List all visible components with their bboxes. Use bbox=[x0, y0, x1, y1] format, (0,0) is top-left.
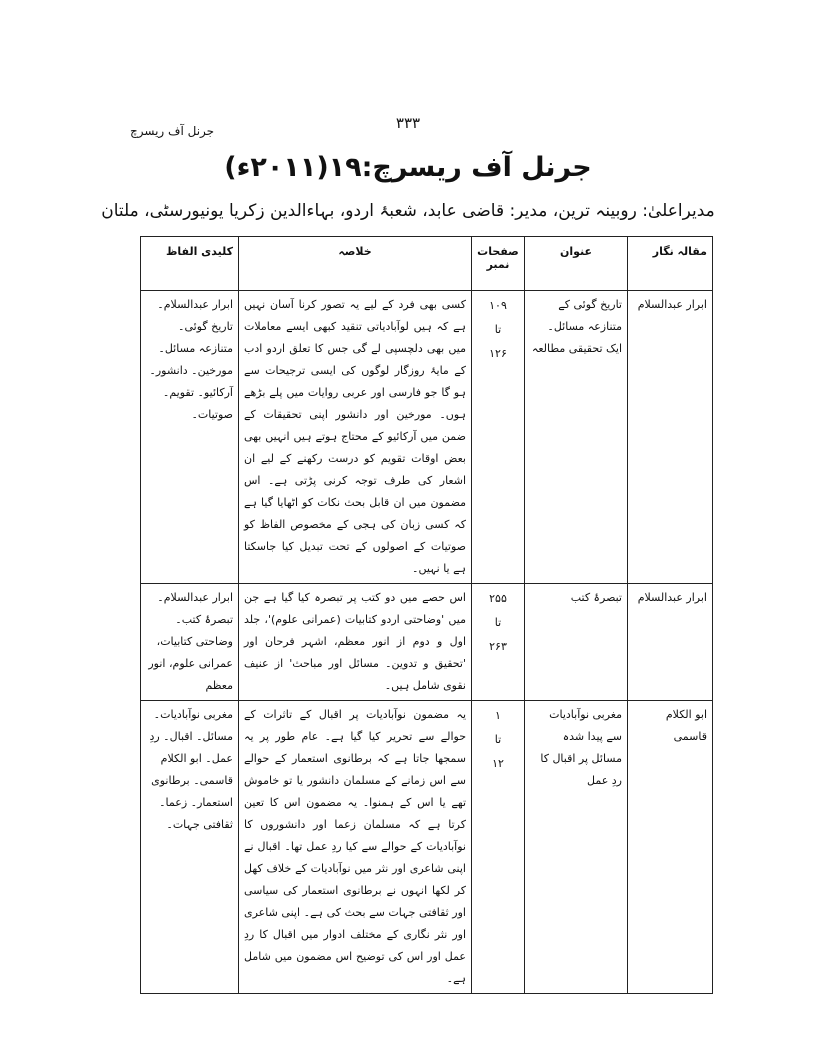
running-head: جرنل آف ریسرچ bbox=[130, 124, 215, 138]
abstract-cell: اس حصے میں دو کتب پر تبصرہ کیا گیا ہے جن میں 'وضاحتی اردو کتابیات (عمرانی علوم)'، جلد اول و دوم از انور معظم، اشہر فرحان اور 'تحقیق و تدوین۔ مسائل اور مباحث' از عنیف نقوی شامل ہیں۔ bbox=[239, 584, 472, 701]
header-abstract: خلاصہ bbox=[239, 237, 472, 291]
page-number: ۳۳۳ bbox=[395, 114, 421, 132]
table-header-row bbox=[141, 237, 713, 291]
header-author: مقالہ نگار bbox=[628, 237, 713, 291]
title-cell: تبصرۂ کتب bbox=[525, 584, 628, 701]
pages-cell bbox=[472, 584, 525, 701]
keywords-cell: مغربی نوآبادیات۔ مسائل۔ اقبال۔ ردِ عمل۔ ابو الکلام قاسمی۔ برطانوی استعمار۔ زعما۔ ثقافتی جہات۔ bbox=[141, 701, 239, 994]
page-end: ۱۲۶ bbox=[489, 347, 507, 360]
keywords-cell: ابرار عبدالسلام۔ تبصرۂ کتب۔ وضاحتی کتابیات، عمرانی علوم، انور معظم bbox=[141, 584, 239, 701]
editors-line: مدیراعلیٰ: روبینہ ترین، مدیر: قاضی عابد، شعبۂ اردو، بہاءالدین زکریا یونیورسٹی، ملتان bbox=[101, 201, 715, 221]
header-keywords: کلیدی الفاظ bbox=[141, 237, 239, 291]
author-cell: ابرار عبدالسلام bbox=[628, 584, 713, 701]
page-end: ۱۲ bbox=[492, 757, 504, 770]
page-to: تا bbox=[494, 616, 502, 629]
abstract-cell: کسی بھی فرد کے لیے یہ تصور کرنا آسان نہیں ہے کہ ہیں لوآبادیاتی تنقید کبھی ایسے معاملات میں بھی دلچسپی لے گی جس کا تعلق اردو ادب کے مایۂ روزگار لوگوں کی ایسی ترجیحات سے ہو گا جو فارسی اور عربی روایات میں پلے بڑھے ہوں۔ مورخین اور دانشور اپنی تحقیقات کے ضمن میں آرکائیو کے محتاج ہوتے ہیں انہیں بھی بعض اوقات تقویم کو درست رکھنے کے لیے ان اشعار کی طرف توجہ کرنی پڑتی ہے۔ اس مضمون میں ان قابل بحث نکات کو اٹھایا گیا ہے کہ کسی زبان کی ہجی کے مخصوص الفاظ کو صوتیات کے اصولوں کے تحت تبدیل کیا جاسکتا ہے یا نہیں۔ bbox=[239, 291, 472, 584]
articles-table bbox=[140, 236, 713, 994]
page-to: تا bbox=[494, 733, 502, 746]
author-cell: ابرار عبدالسلام bbox=[628, 291, 713, 584]
author-cell: ابو الکلام قاسمی bbox=[628, 701, 713, 994]
page-end: ۲۶۳ bbox=[489, 640, 507, 653]
abstract-cell: یہ مضمون نوآبادیات پر اقبال کے تاثرات کے حوالے سے تحریر کیا گیا ہے۔ عام طور پر یہ سمجھا جاتا ہے کہ برطانوی استعمار کے حوالے سے اس زمانے کے مسلمان دانشور یا تو خاموش تھے یا اس کے ہمنوا۔ یہ مضمون اس کا تعین کرتا ہے کہ مسلمان زعما اور دانشوروں کا نوآبادیات کے حوالے سے کیا ردِ عمل تھا۔ اقبال نے اپنی شاعری اور نثر میں نوآبادیات کے خلاف کھل کر لکھا انہوں نے برطانوی استعمار کی سیاسی اور ثقافتی جہات سے بحث کی ہے۔ اپنی شاعری اور نثر نگاری کے مختلف ادوار میں اقبال کا ردِ عمل اور اس کی توضیح اس مضمون میں شامل ہے۔ bbox=[239, 701, 472, 994]
page-to: تا bbox=[494, 323, 502, 336]
table-row bbox=[141, 291, 713, 584]
keywords-cell: ابرار عبدالسلام۔ تاریخ گوئی۔ متنازعہ مسائل۔ مورخین۔ دانشور۔ آرکائیو۔ تقویم۔ صوتیات۔ bbox=[141, 291, 239, 584]
table-row bbox=[141, 701, 713, 994]
pages-cell bbox=[472, 291, 525, 584]
title-cell: تاریخ گوئی کے متنازعہ مسائل۔ ایک تحقیقی مطالعہ bbox=[525, 291, 628, 584]
table-row bbox=[141, 584, 713, 701]
header-title: عنوان bbox=[525, 237, 628, 291]
pages-cell bbox=[472, 701, 525, 994]
title-cell: مغربی نوآبادیات سے پیدا شدہ مسائل پر اقبال کا ردِ عمل bbox=[525, 701, 628, 994]
journal-title: جرنل آف ریسرچ:۱۹(۲۰۱۱ء) bbox=[224, 152, 592, 183]
header-pages: صفحات نمبر bbox=[472, 237, 525, 291]
page-start: ۲۵۵ bbox=[489, 592, 507, 605]
page-start: ۱ bbox=[495, 709, 501, 722]
page-start: ۱۰۹ bbox=[489, 299, 507, 312]
